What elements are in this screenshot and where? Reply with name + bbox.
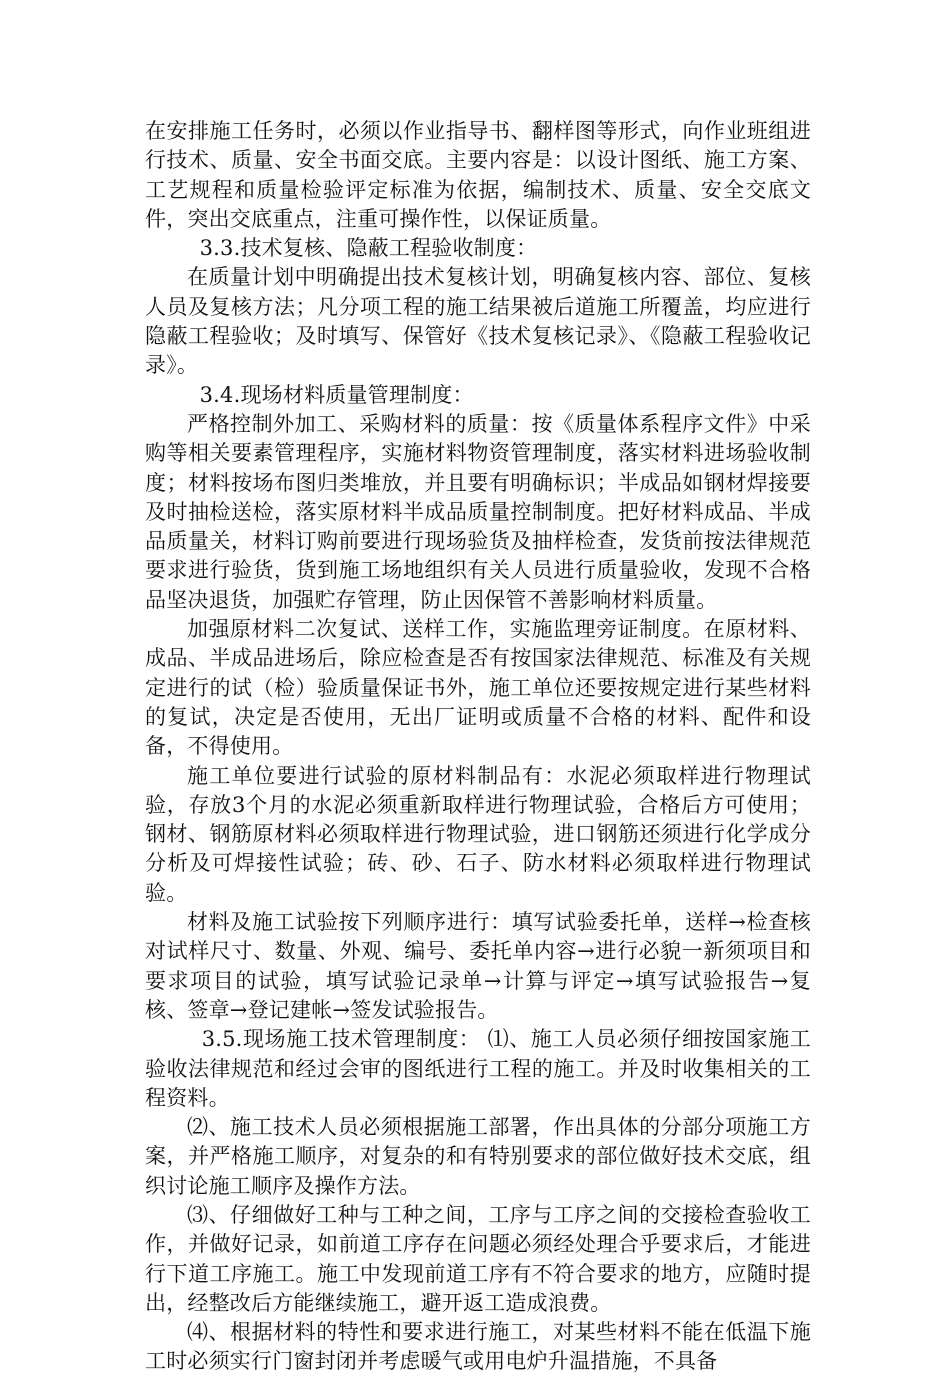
paragraph-tech-disclosure: 在安排施工任务时，必须以作业指导书、翻样图等形式，向作业班组进行技术、质量、安全书面交底。主要内容是：以设计图纸、施工方案、工艺规程和质量检验评定标准为依据，编制技术、质量、安全交底文件，突出交底重点，注重可操作性，以保证质量。 — [145, 119, 811, 231]
paragraph-retest: 加强原材料二次复试、送样工作，实施监理旁证制度。在原材料、成品、半成品进场后，除应检查是否有按国家法律规范、标准及有关规定进行的试（检）验质量保证书外，施工单位还要按规定进行某些材料的复试，决定是否使用，无出厂证明或质量不合格的材料、配件和设备，不得使用。 — [145, 617, 811, 759]
paragraph-material-control: 严格控制外加工、采购材料的质量：按《质量体系程序文件》中采购等相关要素管理程序，实施材料物资管理制度，落实材料进场验收制度；材料按场布图归类堆放，并且要有明确标识；半成品如钢材焊接要及时抽检送检，落实原材料半成品质量控制制度。把好材料成品、半成品质量关，材料订购前要进行现场验货及抽样检查，发货前按法律规范要求进行验货，货到施工场地组织有关人员进行质量验收，发现不合格品坚决退货，加强贮存管理，防止因保管不善影响材料质量。 — [145, 411, 811, 612]
heading-3-3: 3.3.技术复核、隐蔽工程验收制度： — [199, 236, 538, 261]
paragraph-test-sequence: 材料及施工试验按下列顺序进行：填写试验委托单，送样→检查核对试样尺寸、数量、外观、编号、委托单内容→进行必貌一新须项目和要求项目的试验，填写试验记录单→计算与评定→填写试验报告→复核、签章→登记建帐→签发试验报告。 — [145, 910, 811, 1022]
heading-3-5: 3.5.现场施工技术管理制度： ⑴、施工人员必须仔细按国家施工验收法律规范和经过会审的图纸进行工程的施工。并及时收集相关的工程资料。 — [145, 1027, 811, 1110]
heading-3-4: 3.4.现场材料质量管理制度： — [199, 382, 474, 407]
paragraph-item-4: ⑷、根据材料的特性和要求进行施工，对某些材料不能在低温下施工时必须实行门窗封闭并考虑暖气或用电炉升温措施，不具备 — [145, 1320, 811, 1374]
paragraph-technical-review: 在质量计划中明确提出技术复核计划，明确复核内容、部位、复核人员及复核方法；凡分项工程的施工结果被后道施工所覆盖，均应进行隐蔽工程验收；及时填写、保管好《技术复核记录》、《隐蔽工程验收记录》。 — [145, 265, 811, 378]
paragraph-item-3: ⑶、仔细做好工种与工种之间，工序与工序之间的交接检查验收工作，并做好记录，如前道工序存在问题必须经处理合乎要求后，才能进行下道工序施工。施工中发现前道工序有不符合要求的地方，应随时提出，经整改后方能继续施工，避开返工造成浪费。 — [145, 1202, 811, 1315]
document-page — [145, 117, 811, 1377]
paragraph-test-materials: 施工单位要进行试验的原材料制品有：水泥必须取样进行物理试验，存放3个月的水泥必须重新取样进行物理试验，合格后方可使用；钢材、钢筋原材料必须取样进行物理试验，进口钢筋还须进行化学成分分析及可焊接性试验；砖、砂、石子、防水材料必须取样进行物理试验。 — [145, 763, 811, 905]
paragraph-item-2: ⑵、施工技术人员必须根据施工部署，作出具体的分部分项施工方案，并严格施工顺序，对复杂的和有特别要求的部位做好技术交底，组织讨论施工顺序及操作方法。 — [145, 1115, 811, 1198]
